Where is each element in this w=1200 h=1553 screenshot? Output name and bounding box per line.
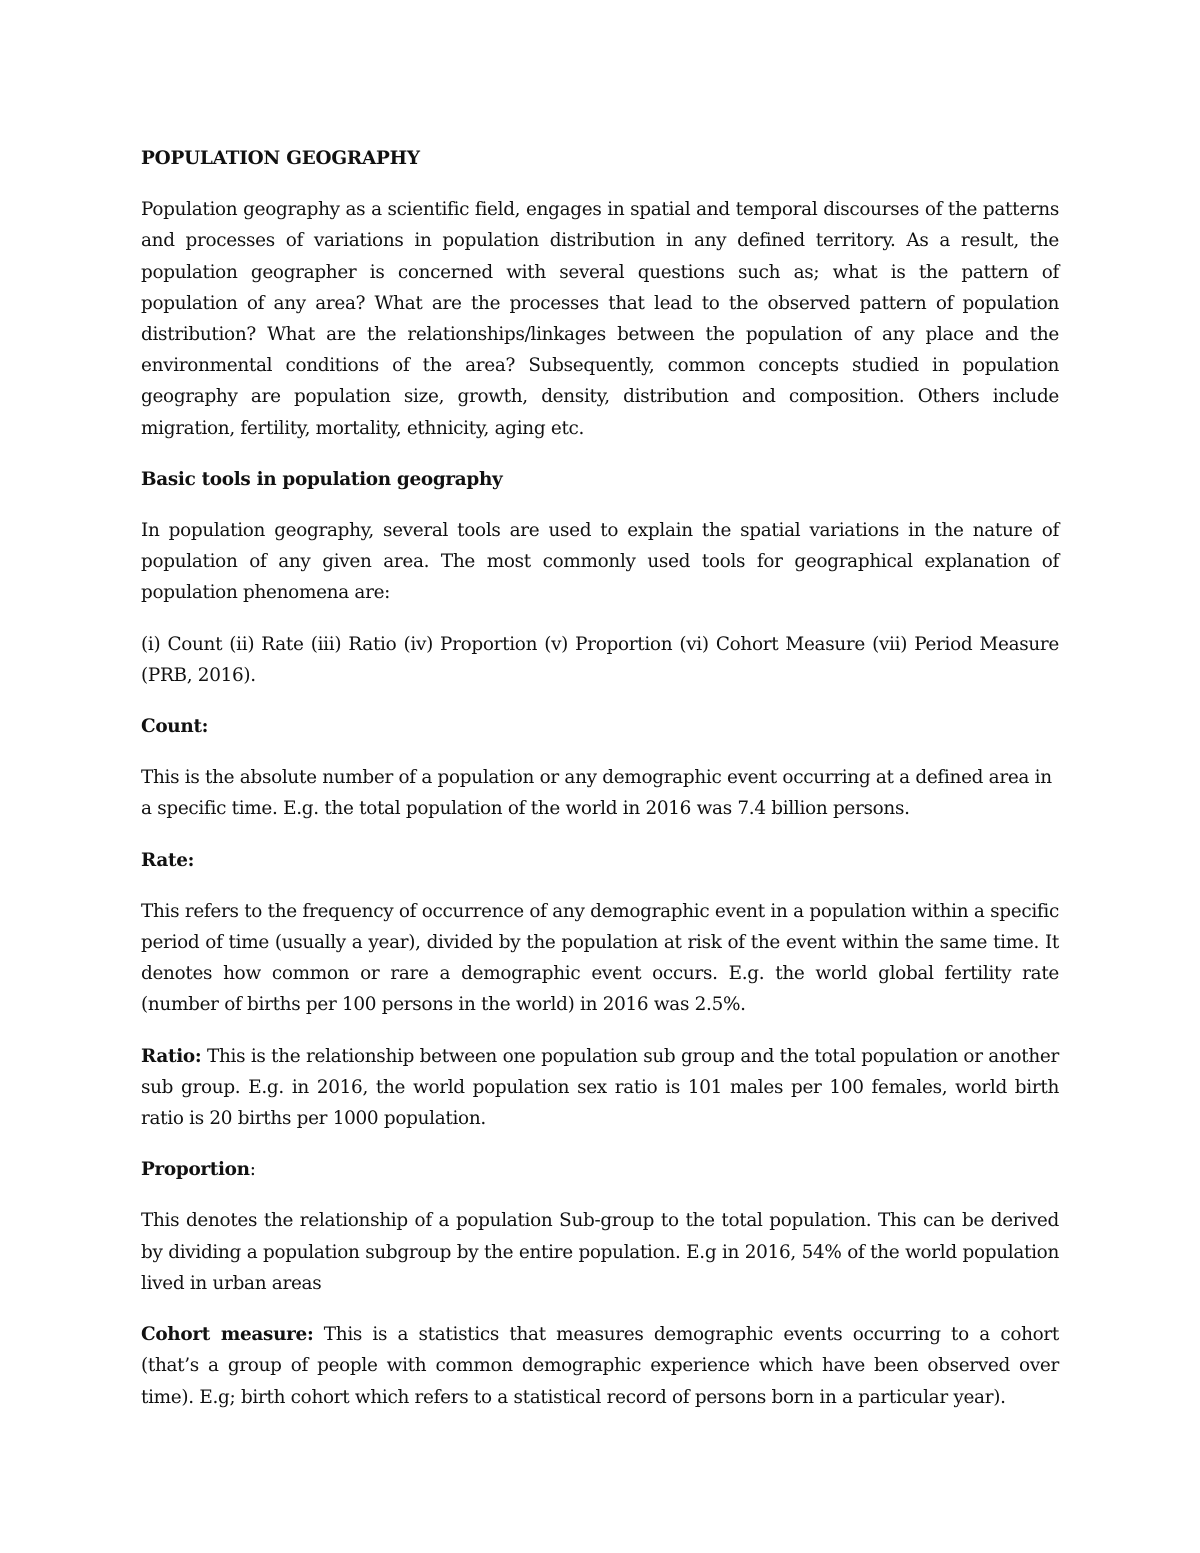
proportion-paragraph: This denotes the relationship of a population Sub-group to the total population. This can be derived by dividing a population subgroup by the entire population. E.g in 2016, 54% of the world population lived in urban areas bbox=[141, 1210, 1059, 1294]
document-title: POPULATION GEOGRAPHY bbox=[141, 148, 420, 169]
document-body bbox=[141, 143, 1059, 1433]
ratio-heading: Ratio: bbox=[141, 1045, 202, 1067]
tools-list-paragraph: (i) Count (ii) Rate (iii) Ratio (iv) Proportion (v) Proportion (vi) Cohort Measure (vii) Period Measure (PRB, 2016). bbox=[141, 633, 1059, 686]
cohort-heading: Cohort measure: bbox=[141, 1324, 314, 1346]
count-paragraph: This is the absolute number of a population or any demographic event occurring at a defined area in a specific time. E.g. the total population of the world in 2016 was 7.4 billion persons. bbox=[141, 767, 1052, 820]
rate-paragraph: This refers to the frequency of occurrence of any demographic event in a population within a specific period of time (usually a year), divided by the population at risk of the event within the same time. It denotes how common or rare a demographic event occurs. E.g. the world global fertility rate (number of births per 100 persons in the world) in 2016 was 2.5%. bbox=[141, 900, 1059, 1016]
proportion-heading-line bbox=[141, 1154, 1059, 1185]
rate-heading: Rate: bbox=[141, 849, 195, 871]
proportion-heading: Proportion bbox=[141, 1159, 250, 1181]
tools-heading: Basic tools in population geography bbox=[141, 468, 503, 490]
tools-intro-paragraph: In population geography, several tools are used to explain the spatial variations in the nature of population of any given area. The most commonly used tools for geographical explanation of population phenomena are: bbox=[141, 520, 1059, 604]
cohort-paragraph bbox=[141, 1319, 1059, 1413]
ratio-text: This is the relationship between one population sub group and the total population or another sub group. E.g. in 2016, the world population sex ratio is 101 males per 100 females, world birth ratio is 20 births per 1000 population. bbox=[141, 1045, 1059, 1130]
ratio-paragraph bbox=[141, 1041, 1059, 1135]
intro-paragraph: Population geography as a scientific field, engages in spatial and temporal discourses of the patterns and processes of variations in population distribution in any defined territory. As a result, the population geographer is concerned with several questions such as; what is the pattern of population of any area? What are the processes that lead to the observed pattern of population distribution? What are the relationships/linkages between the population of any place and the environmental conditions of the area? Subsequently, common concepts studied in population geography are population size, growth, density, distribution and composition. Others include migration, fertility, mortality, ethnicity, aging etc. bbox=[141, 199, 1059, 439]
count-heading: Count: bbox=[141, 716, 209, 738]
cohort-text: This is a statistics that measures demographic events occurring to a cohort (that’s a group of people with common demographic experience which have been observed over time). E.g; birth cohort which refers to a statistical record of persons born in a particular year). bbox=[141, 1324, 1059, 1408]
proportion-heading-suffix: : bbox=[249, 1159, 256, 1181]
